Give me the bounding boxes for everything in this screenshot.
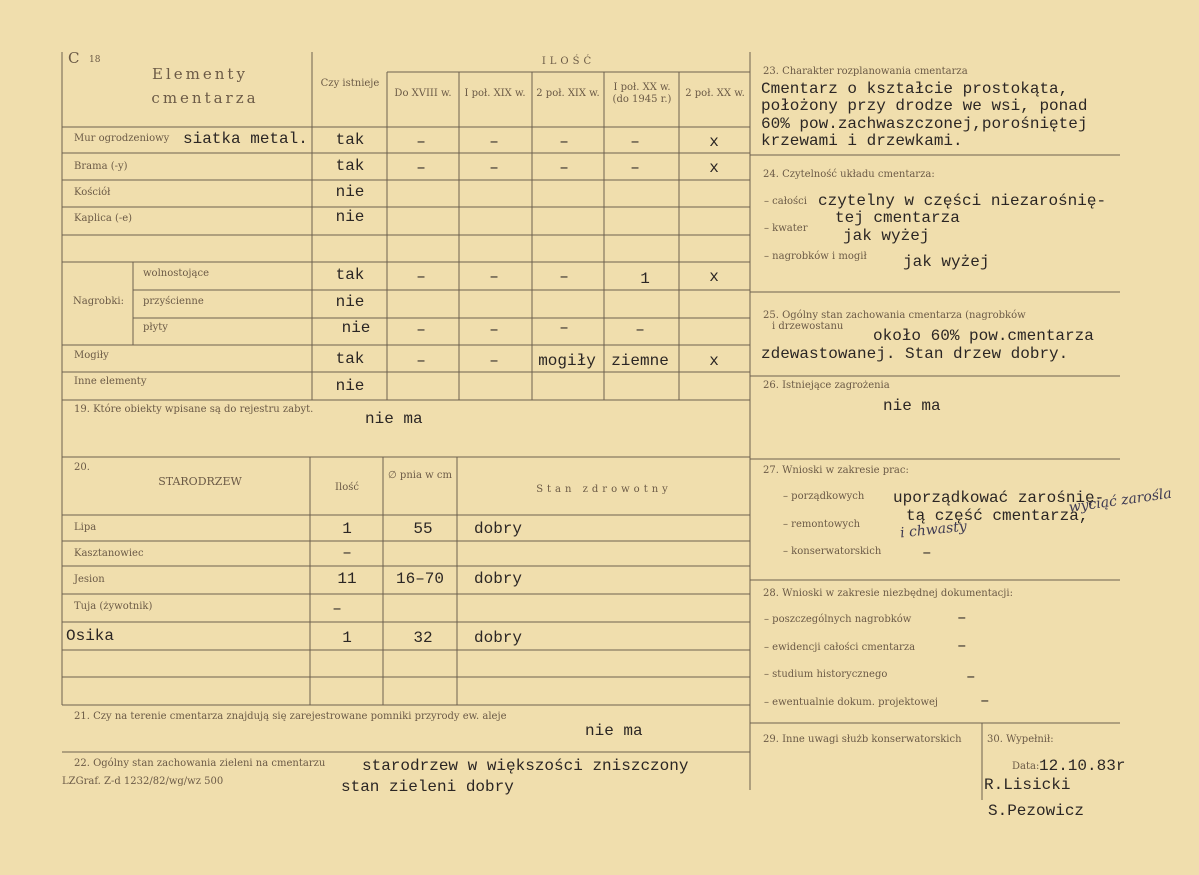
val-mogily-3: mogiły bbox=[538, 352, 596, 370]
row-label-plyty: płyty bbox=[143, 322, 168, 333]
val-wolno-1: – bbox=[416, 268, 426, 286]
corner-letter: C bbox=[68, 49, 80, 67]
s27-item-remontowych: – remontowych bbox=[783, 519, 861, 530]
nagrobki-label: Nagrobki: bbox=[73, 296, 124, 307]
tree-name-osika: Osika bbox=[66, 627, 115, 645]
s28-value-3: – bbox=[966, 668, 976, 686]
tree-health-lipa: dobry bbox=[474, 520, 523, 538]
s26-value: nie ma bbox=[883, 397, 941, 415]
s24-nagrobkow-label: – nagrobków i mogił bbox=[764, 251, 867, 262]
val-wolno-2: – bbox=[489, 268, 499, 286]
s25-label-2: i drzewostanu bbox=[772, 321, 844, 332]
val-wolno-5: x bbox=[709, 268, 719, 286]
s20-col-count: Ilość bbox=[335, 482, 359, 493]
tree-name-jesion: Jesion bbox=[74, 574, 105, 585]
tree-name-lipa: Lipa bbox=[74, 522, 97, 533]
s21-label: 21. Czy na terenie cmentarza znajdują się zarejestrowane pomniki przyrody ew. aleje bbox=[74, 711, 507, 722]
row-label-inne: Inne elementy bbox=[74, 376, 147, 387]
tree-health-jesion: dobry bbox=[474, 570, 523, 588]
exists-inne: nie bbox=[335, 377, 365, 395]
s28-value-1: – bbox=[957, 609, 967, 627]
exists-przyscienne: nie bbox=[335, 293, 365, 311]
tree-count-kasztanowiec: – bbox=[342, 544, 352, 562]
val-brama-4: – bbox=[630, 159, 640, 177]
row-extra-mur: siatka metal. bbox=[183, 130, 308, 148]
tree-count-osika: 1 bbox=[342, 629, 352, 647]
period-5: 2 poł. XX w. bbox=[685, 88, 745, 99]
tree-diam-lipa: 55 bbox=[413, 520, 433, 538]
val-brama-2: – bbox=[489, 159, 499, 177]
s30-label: 30. Wypełnił: bbox=[987, 734, 1054, 745]
s20-col-name: STARODRZEW bbox=[158, 475, 242, 488]
tree-diam-jesion: 16–70 bbox=[395, 570, 445, 588]
s24-calosci-value-2: tej cmentarza bbox=[835, 209, 960, 227]
period-1: Do XVIII w. bbox=[394, 88, 452, 99]
s27-handwritten-1: wyciąć zarośla bbox=[1067, 485, 1173, 516]
s25-label-1: 25. Ogólny stan zachowania cmentarza (nagrobków bbox=[763, 310, 1026, 321]
tree-count-jesion: 11 bbox=[337, 570, 357, 588]
s25-value-1: około 60% pow.cmentarza bbox=[873, 327, 1094, 345]
row-label-kaplica: Kaplica (-e) bbox=[74, 213, 133, 224]
s28-value-4: – bbox=[980, 692, 990, 710]
s24-calosci-label: – całości bbox=[764, 196, 807, 207]
exists-mur: tak bbox=[335, 131, 365, 149]
s26-label: 26. Istniejące zagrożenia bbox=[763, 380, 890, 391]
val-plyty-4: – bbox=[635, 321, 645, 339]
elements-title-2: cmentarza bbox=[151, 89, 259, 107]
s27-value-3: – bbox=[922, 544, 932, 562]
s21-value: nie ma bbox=[585, 722, 643, 740]
val-mur-5: x bbox=[709, 133, 719, 151]
row-label-wolnostojace: wolnostojące bbox=[143, 268, 209, 279]
row-label-mur: Mur ogrodzeniowy bbox=[74, 133, 170, 144]
row-label-przyscienne: przyścienne bbox=[143, 296, 204, 307]
exists-mogily: tak bbox=[335, 350, 365, 368]
tree-health-osika: dobry bbox=[474, 629, 523, 647]
period-3: 2 poł. XIX w. bbox=[536, 88, 600, 99]
val-mur-4: – bbox=[630, 133, 640, 151]
val-mogily-5: x bbox=[709, 352, 719, 370]
s24-nagrobkow-value: jak wyżej bbox=[903, 253, 990, 271]
s28-item-1: – poszczególnych nagrobków bbox=[764, 614, 912, 625]
s23-line4: krzewami i drzewkami. bbox=[761, 132, 963, 150]
val-mogily-2: – bbox=[489, 352, 499, 370]
corner-number: 18 bbox=[89, 55, 101, 65]
s28-item-3: – studium historycznego bbox=[764, 669, 888, 680]
val-mur-3: – bbox=[559, 133, 569, 151]
row-label-brama: Brama (-y) bbox=[74, 161, 128, 172]
val-mur-2: – bbox=[489, 133, 499, 151]
s27-item-konserwatorskich: – konserwatorskich bbox=[783, 546, 882, 557]
s20-number: 20. bbox=[74, 462, 90, 473]
s24-kwater-label: – kwater bbox=[764, 223, 808, 234]
s27-value-1: uporządkować zarośnię- bbox=[893, 489, 1105, 507]
tree-count-tuja: – bbox=[332, 600, 342, 618]
s29-label: 29. Inne uwagi służb konserwatorskich bbox=[763, 734, 962, 745]
val-wolno-3: – bbox=[559, 268, 569, 286]
ilosc-header: ILOŚĆ bbox=[541, 56, 596, 67]
s25-value-2: zdewastowanej. Stan drzew dobry. bbox=[761, 345, 1069, 363]
exists-kaplica: nie bbox=[335, 208, 365, 226]
s22-label: 22. Ogólny stan zachowania zieleni na cmentarzu bbox=[74, 758, 326, 769]
s23-label: 23. Charakter rozplanowania cmentarza bbox=[763, 66, 968, 77]
s23-line1: Cmentarz o kształcie prostokąta, bbox=[761, 80, 1069, 98]
tree-diam-osika: 32 bbox=[413, 629, 433, 647]
val-plyty-1: – bbox=[416, 321, 426, 339]
s30-name-1: R.Lisicki bbox=[984, 776, 1071, 794]
s28-value-2: – bbox=[957, 637, 967, 655]
val-mogily-4: ziemne bbox=[611, 352, 669, 370]
val-wolno-4: 1 bbox=[640, 270, 650, 288]
s27-label: 27. Wnioski w zakresie prac: bbox=[763, 465, 909, 476]
s28-item-2: – ewidencji całości cmentarza bbox=[764, 642, 916, 653]
s24-label: 24. Czytelność układu cmentarza: bbox=[763, 169, 935, 180]
s24-kwater-value: jak wyżej bbox=[843, 227, 930, 245]
s30-date-label: Data: bbox=[1012, 761, 1040, 772]
tree-name-kasztanowiec: Kasztanowiec bbox=[74, 548, 144, 559]
s23-line3: 60% pow.zachwaszczonej,porośniętej bbox=[761, 115, 1088, 133]
elements-title-1: Elementy bbox=[152, 65, 248, 83]
s27-handwritten-2: i chwasty bbox=[899, 518, 968, 542]
s27-item-porzadkowych: – porządkowych bbox=[783, 491, 865, 502]
printer-footer: LZGraf. Z-d 1232/82/wg/wz 500 bbox=[62, 776, 224, 787]
s24-calosci-value-1: czytelny w części niezarośnię- bbox=[818, 192, 1107, 210]
exists-plyty: nie bbox=[341, 319, 371, 337]
exists-kosciol: nie bbox=[335, 183, 365, 201]
s19-value: nie ma bbox=[365, 410, 423, 428]
val-mogily-1: – bbox=[416, 352, 426, 370]
s28-item-4: – ewentualnie dokum. projektowej bbox=[764, 697, 939, 708]
s20-col-diam: ∅ pnia w cm bbox=[388, 470, 452, 481]
s28-label: 28. Wnioski w zakresie niezbędnej dokumentacji: bbox=[763, 588, 1013, 599]
tree-count-lipa: 1 bbox=[342, 520, 352, 538]
row-label-mogily: Mogiły bbox=[74, 350, 109, 361]
s20-col-health: Stan zdrowotny bbox=[536, 484, 672, 495]
period-2: I poł. XIX w. bbox=[464, 88, 526, 99]
exists-wolnostojace: tak bbox=[335, 266, 365, 284]
val-mur-1: – bbox=[416, 133, 426, 151]
period-4: I poł. XX w. (do 1945 r.) bbox=[612, 82, 672, 105]
tree-name-tuja: Tuja (żywotnik) bbox=[74, 601, 153, 612]
s27-value-2: tą część cmentarza, bbox=[906, 507, 1089, 525]
val-plyty-3: – bbox=[559, 319, 569, 337]
exists-brama: tak bbox=[335, 157, 365, 175]
val-brama-1: – bbox=[416, 159, 426, 177]
s22-line1: starodrzew w większości zniszczony bbox=[362, 757, 689, 775]
row-label-kosciol: Kościół bbox=[74, 187, 111, 198]
val-brama-5: x bbox=[709, 159, 719, 177]
s22-line2: stan zieleni dobry bbox=[341, 778, 514, 796]
col-exists-header: Czy istnieje bbox=[320, 78, 380, 89]
val-plyty-2: – bbox=[489, 321, 499, 339]
val-brama-3: – bbox=[559, 159, 569, 177]
s23-line2: położony przy drodze we wsi, ponad bbox=[761, 97, 1088, 115]
s19-label: 19. Które obiekty wpisane są do rejestru zabyt. bbox=[74, 404, 314, 415]
s30-name-2: S.Pezowicz bbox=[988, 802, 1085, 820]
s30-date: 12.10.83r bbox=[1039, 757, 1126, 775]
